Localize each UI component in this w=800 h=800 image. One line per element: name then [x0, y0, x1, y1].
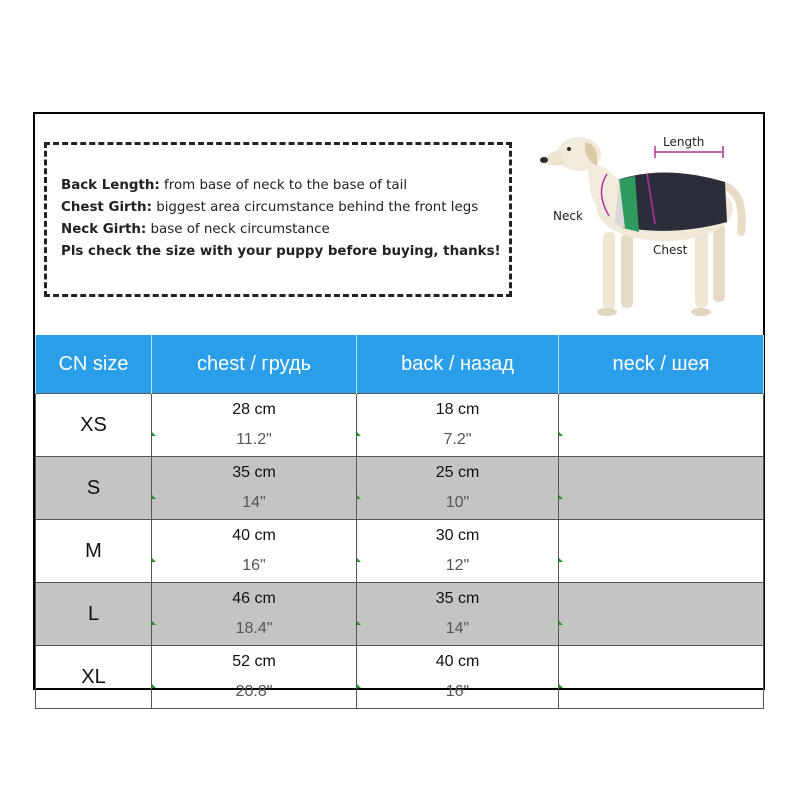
chest-cell: 35 cm 14": [152, 457, 357, 520]
chest-cell: 52 cm 20.8": [152, 646, 357, 709]
table-row: [36, 520, 764, 583]
size-cell: XL: [36, 646, 152, 709]
note-neck-girth: Neck Girth: base of neck circumstance: [61, 222, 330, 237]
dog-measurement-diagram: [535, 124, 765, 334]
back-cell: 25 cm 10": [357, 457, 559, 520]
neck-cell: [559, 583, 764, 646]
dog-illustration: [535, 124, 765, 334]
table-row: [36, 394, 764, 457]
size-table-header: [36, 335, 764, 394]
size-cell: L: [36, 583, 152, 646]
header-neck: neck / шея: [559, 335, 764, 394]
back-cell: 18 cm 7.2": [357, 394, 559, 457]
neck-cell: [559, 520, 764, 583]
chest-cell: 28 cm 11.2": [152, 394, 357, 457]
back-cell: 35 cm 14": [357, 583, 559, 646]
size-cell: XS: [36, 394, 152, 457]
header-chest: chest / грудь: [152, 335, 357, 394]
back-cell: 30 cm 12": [357, 520, 559, 583]
size-table: [35, 335, 764, 709]
size-cell: S: [36, 457, 152, 520]
neck-cell: [559, 457, 764, 520]
size-chart-frame: [33, 112, 765, 700]
note-check-size: Pls check the size with your puppy before buying, thanks!: [61, 244, 501, 259]
length-label: Length: [663, 135, 705, 149]
back-cell: 40 cm 16": [357, 646, 559, 709]
chest-label: Chest: [653, 243, 688, 257]
table-row: [36, 583, 764, 646]
neck-cell: [559, 646, 764, 709]
chest-cell: 40 cm 16": [152, 520, 357, 583]
header-cn-size: CN size: [36, 335, 152, 394]
neck-cell: [559, 394, 764, 457]
header-back: back / назад: [357, 335, 559, 394]
size-cell: M: [36, 520, 152, 583]
measurement-notes: [44, 142, 512, 297]
chest-cell: 46 cm 18.4": [152, 583, 357, 646]
note-back-length: Back Length: from base of neck to the base of tail: [61, 178, 408, 193]
table-row: [36, 457, 764, 520]
table-row: [36, 646, 764, 709]
neck-label: Neck: [553, 209, 583, 223]
note-chest-girth: Chest Girth: biggest area circumstance behind the front legs: [61, 200, 479, 215]
